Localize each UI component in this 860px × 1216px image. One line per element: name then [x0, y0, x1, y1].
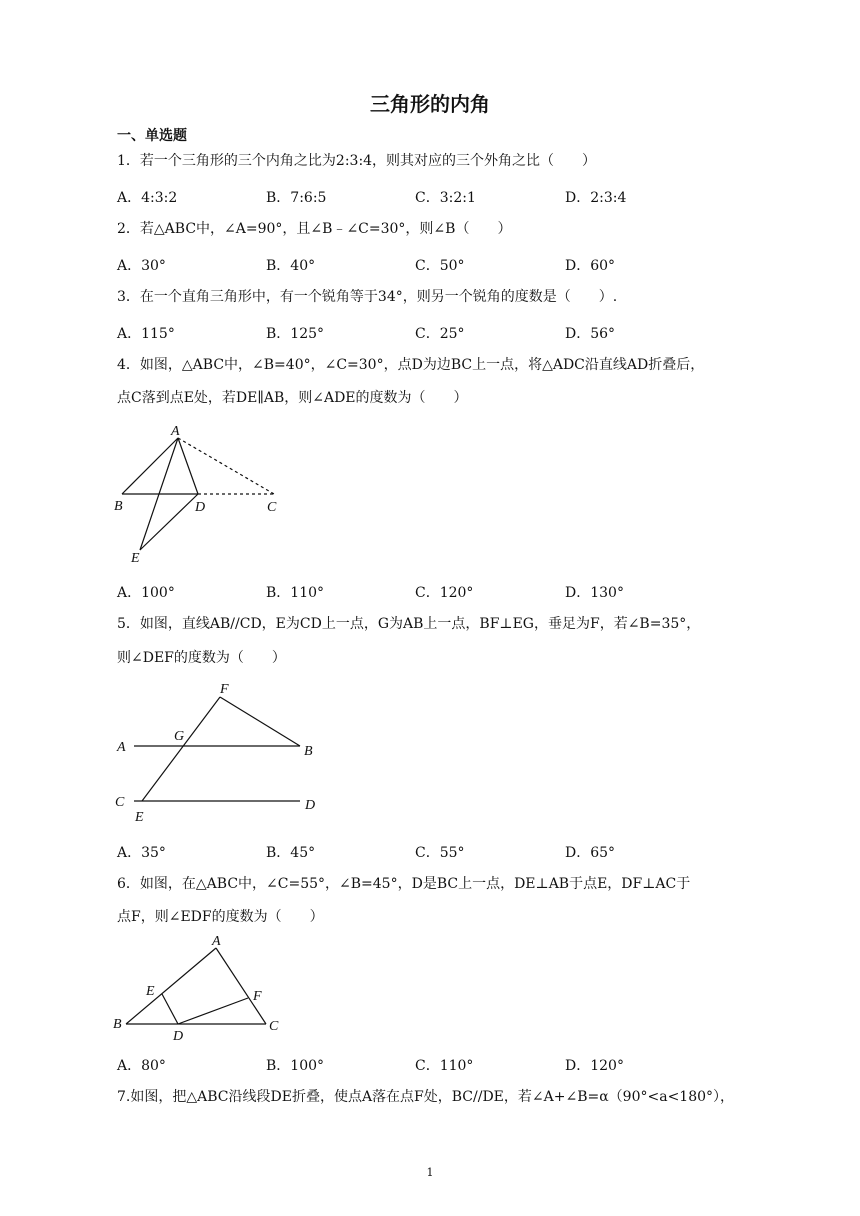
- question-5-figure: [108, 676, 328, 828]
- page-title: 三角形的内角: [370, 92, 490, 116]
- fig5-label-d: D: [305, 798, 316, 813]
- question-2-stem: 2．若△ABC中，∠A=90°，且∠B﹣∠C=30°，则∠B（ ）: [117, 221, 512, 237]
- fig4-label-a: A: [171, 424, 180, 439]
- question-5-option-c: C．55°: [415, 845, 465, 861]
- fig6-label-e: E: [146, 984, 155, 999]
- fig4-label-e: E: [131, 551, 140, 566]
- question-5-option-a: A．35°: [117, 845, 166, 861]
- question-3-stem: 3．在一个直角三角形中，有一个锐角等于34°，则另一个锐角的度数是（ ）.: [117, 289, 618, 305]
- fig6-label-a: A: [212, 934, 221, 949]
- question-4-option-c: C．120°: [415, 585, 474, 601]
- question-5-stem-line2: 则∠DEF的度数为（ ）: [117, 650, 286, 666]
- fig5-label-a: A: [117, 740, 126, 755]
- question-2-option-a: A．30°: [117, 258, 166, 274]
- question-6-stem-line2: 点F，则∠EDF的度数为（ ）: [117, 909, 324, 925]
- question-6-option-b: B．100°: [266, 1058, 325, 1074]
- page-number: 1: [426, 1166, 434, 1179]
- fig6-label-d: D: [173, 1029, 184, 1044]
- question-2-option-c: C．50°: [415, 258, 465, 274]
- question-3-option-b: B．125°: [266, 326, 325, 342]
- question-5-option-d: D．65°: [565, 845, 616, 861]
- question-5-stem-line1: 5．如图，直线AB//CD，E为CD上一点，G为AB上一点，BF⊥EG，垂足为F，若∠B=35°，: [117, 616, 701, 632]
- question-6-figure: [108, 930, 288, 1045]
- section-heading: 一、单选题: [117, 128, 187, 144]
- question-7-stem: 7.如图，把△ABC沿线段DE折叠，使点A落在点F处，BC//DE，若∠A+∠B=α（90°<a<180°），: [117, 1089, 735, 1105]
- question-4-option-a: A．100°: [117, 585, 175, 601]
- question-6-option-c: C．110°: [415, 1058, 474, 1074]
- question-1-stem: 1．若一个三角形的三个内角之比为2:3:4，则其对应的三个外角之比（ ）: [117, 153, 597, 169]
- question-4-stem-line2: 点C落到点E处，若DE∥AB，则∠ADE的度数为（ ）: [117, 390, 468, 406]
- fig5-label-b: B: [304, 744, 313, 759]
- question-1-option-d: D．2:3:4: [565, 190, 627, 206]
- question-3-option-a: A．115°: [117, 326, 175, 342]
- question-4-option-d: D．130°: [565, 585, 624, 601]
- fig5-label-f: F: [220, 682, 229, 697]
- question-1-option-c: C．3:2:1: [415, 190, 476, 206]
- fig6-label-c: C: [269, 1019, 279, 1034]
- fig4-label-c: C: [267, 500, 277, 515]
- question-6-stem-line1: 6．如图，在△ABC中，∠C=55°，∠B=45°，D是BC上一点，DE⊥AB于点E，DF⊥AC于: [117, 876, 691, 892]
- fig5-label-e: E: [135, 810, 144, 825]
- fig4-label-d: D: [195, 500, 206, 515]
- question-6-option-d: D．120°: [565, 1058, 624, 1074]
- question-3-option-c: C．25°: [415, 326, 465, 342]
- fig6-label-b: B: [113, 1017, 122, 1032]
- question-5-option-b: B．45°: [266, 845, 316, 861]
- question-4-figure: [108, 420, 298, 568]
- question-2-option-b: B．40°: [266, 258, 316, 274]
- question-4-stem-line1: 4．如图，△ABC中，∠B=40°，∠C=30°，点D为边BC上一点，将△ADC沿直线AD折叠后，: [117, 357, 705, 373]
- fig5-label-g: G: [174, 729, 185, 744]
- fig4-label-b: B: [114, 499, 123, 514]
- question-6-option-a: A．80°: [117, 1058, 166, 1074]
- question-1-option-b: B．7:6:5: [266, 190, 327, 206]
- fig6-label-f: F: [253, 989, 262, 1004]
- question-2-option-d: D．60°: [565, 258, 616, 274]
- question-3-option-d: D．56°: [565, 326, 616, 342]
- fig5-label-c: C: [115, 795, 125, 810]
- question-1-option-a: A．4:3:2: [117, 190, 178, 206]
- question-4-option-b: B．110°: [266, 585, 325, 601]
